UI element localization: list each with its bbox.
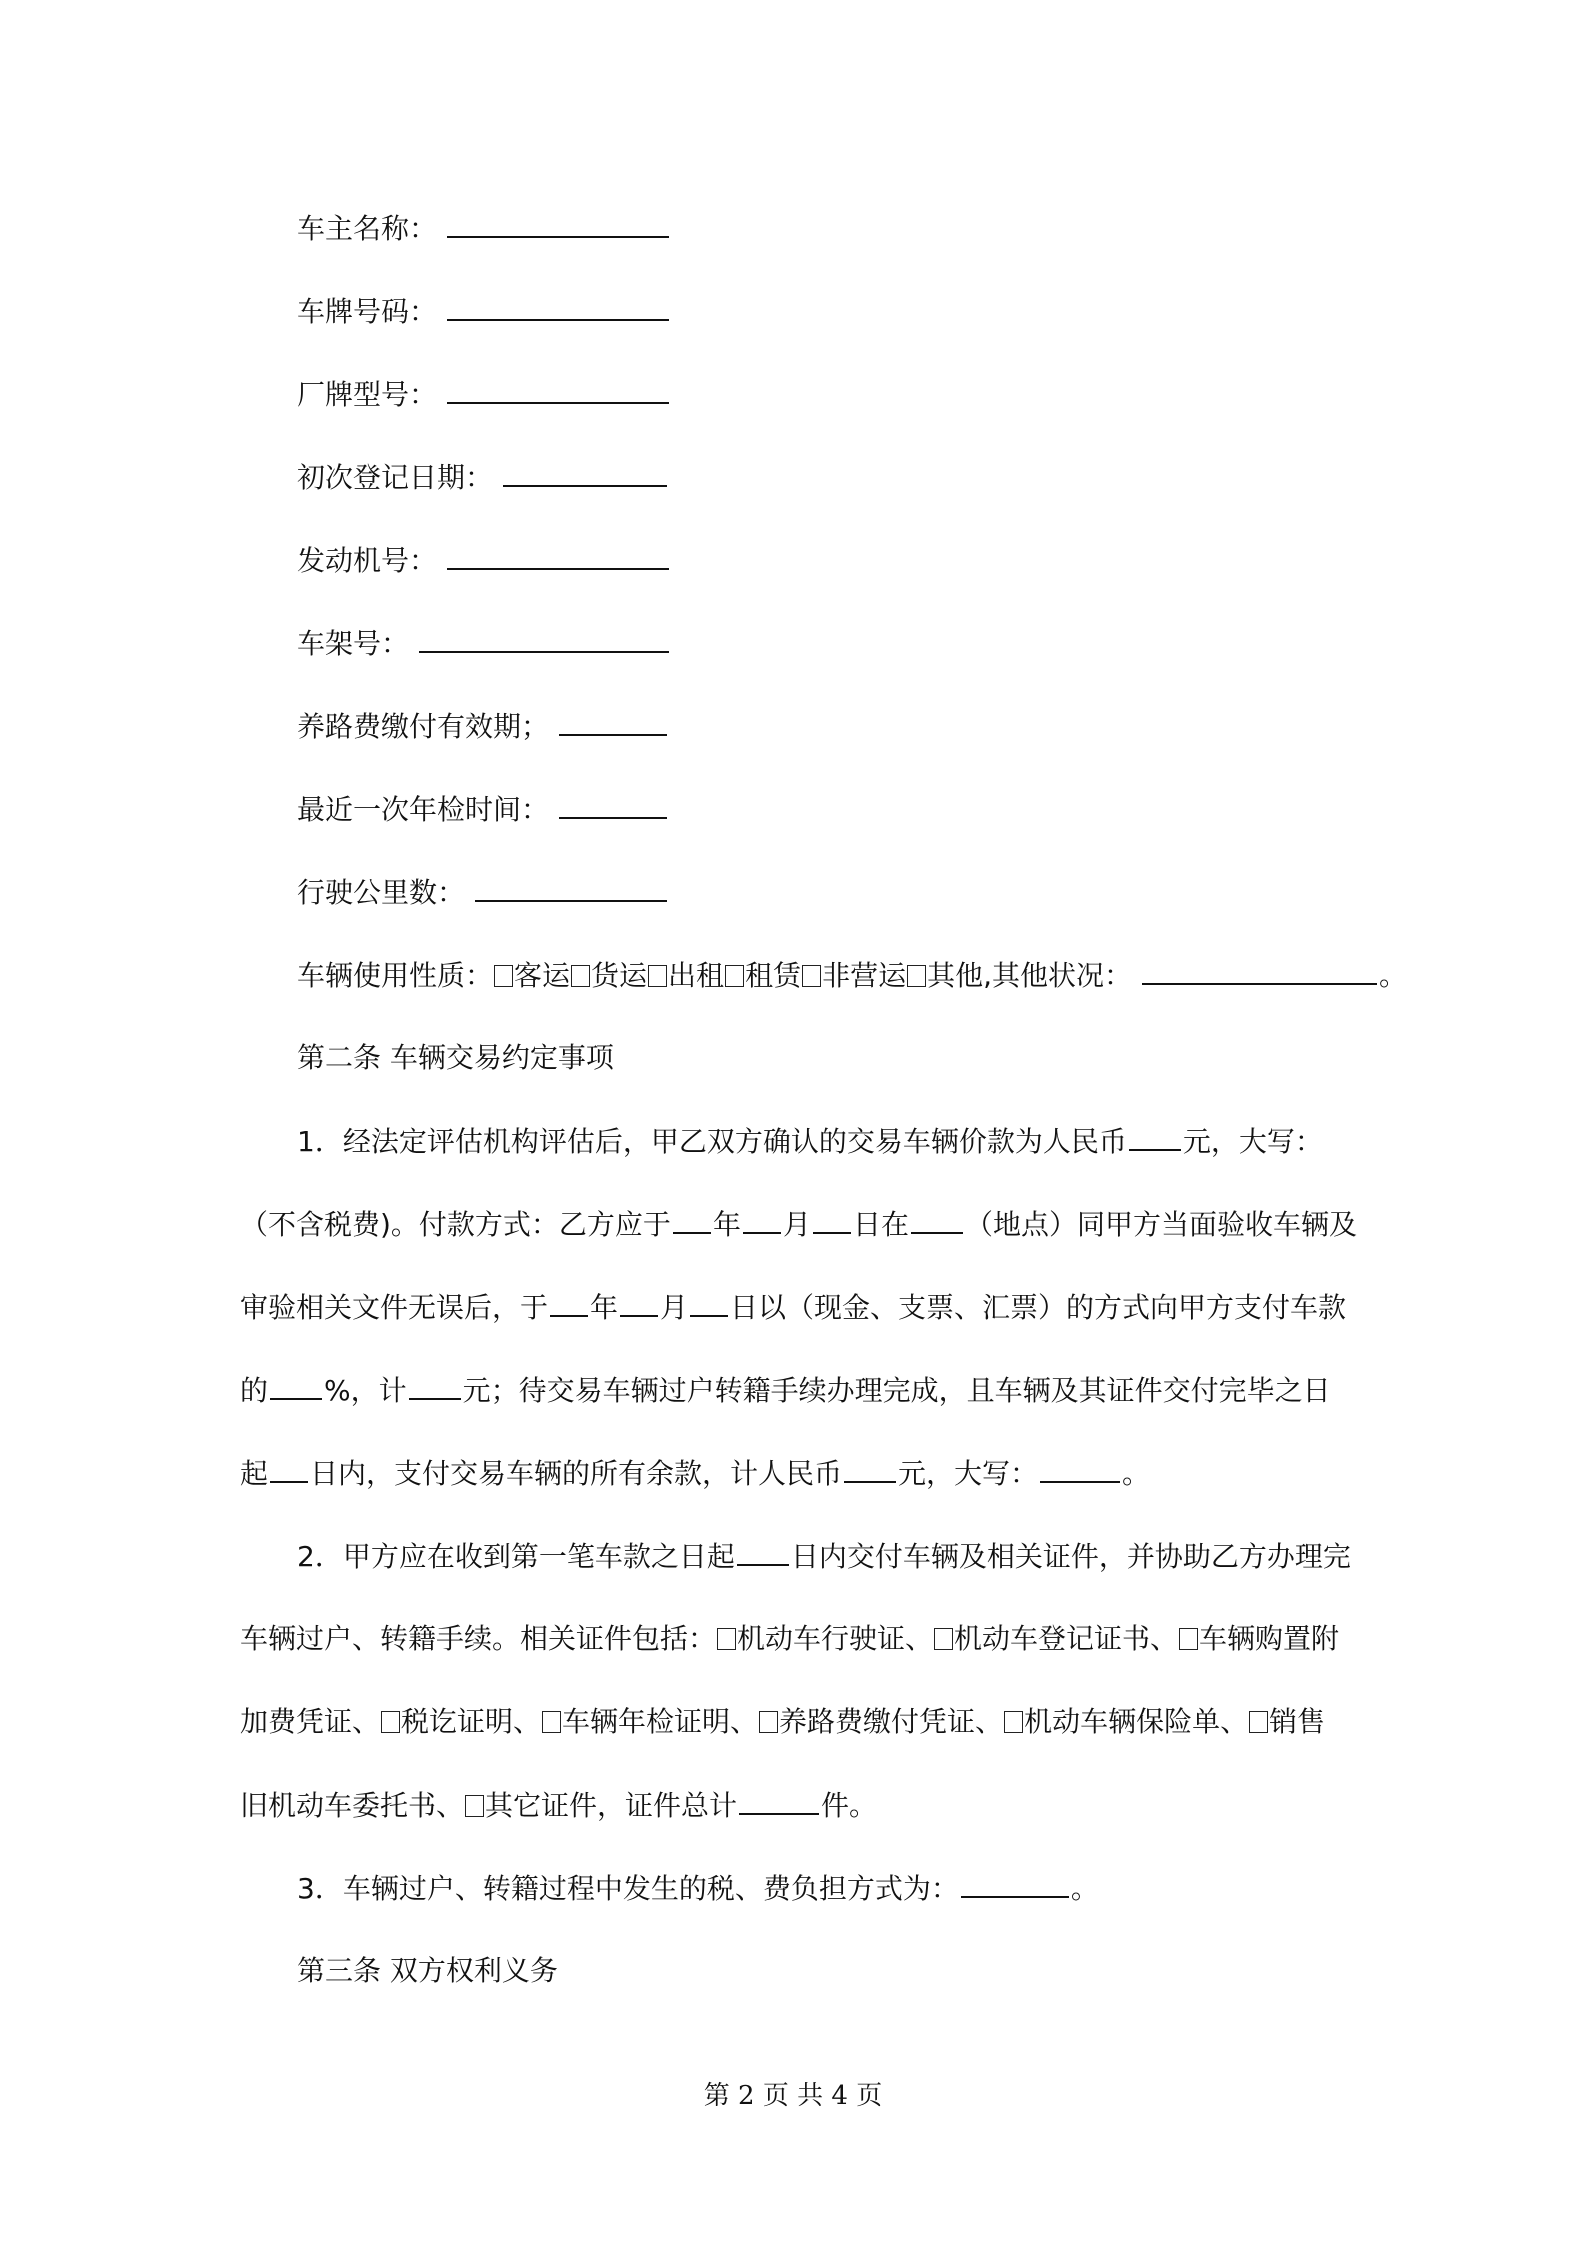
paragraph-1-line-4 [240, 1370, 1331, 1411]
field-first-registration-date [297, 457, 669, 498]
usage-option: 货运 [591, 959, 648, 992]
field-blank[interactable] [419, 623, 669, 653]
checkbox[interactable] [1249, 1711, 1268, 1733]
text: 件。 [821, 1789, 878, 1822]
field-frame-number [297, 623, 671, 664]
text: 车辆过户、转籍手续。相关证件包括： [240, 1622, 717, 1655]
month-blank[interactable] [620, 1287, 658, 1317]
days-blank[interactable] [270, 1453, 308, 1483]
text: 日以（现金、支票、汇票）的方式向甲方支付车款 [730, 1291, 1347, 1324]
text: 养路费缴付凭证、 [779, 1705, 1004, 1738]
other-label: ,其他状况： [983, 959, 1133, 992]
text: 元，大写： [898, 1457, 1039, 1490]
text: 年 [590, 1291, 619, 1324]
field-engine-number [297, 540, 671, 581]
document-count-blank[interactable] [739, 1785, 819, 1815]
field-label: 车牌号码： [297, 295, 438, 328]
text: （地点）同甲方当面验收车辆及 [964, 1208, 1357, 1241]
checkbox[interactable] [907, 965, 926, 987]
other-status-blank[interactable] [1142, 955, 1377, 985]
usage-option: 客运 [514, 959, 571, 992]
checkbox[interactable] [1004, 1711, 1023, 1733]
text: （不含税费)。付款方式：乙方应于 [240, 1208, 671, 1241]
paragraph-1-line-2 [240, 1204, 1357, 1245]
paragraph-2-line-4 [240, 1785, 877, 1826]
checkbox[interactable] [1179, 1628, 1198, 1650]
paragraph-3 [297, 1868, 1099, 1909]
field-label: 最近一次年检时间： [297, 793, 550, 826]
page-footer: 第 2 页 共 4 页 [703, 2081, 883, 2111]
text: 月 [660, 1291, 689, 1324]
percent-blank[interactable] [270, 1370, 322, 1400]
field-road-fee-validity [297, 706, 669, 747]
usage-option: 非营运 [822, 959, 907, 992]
field-label: 车架号： [297, 627, 410, 660]
checkbox[interactable] [717, 1628, 736, 1650]
text: 日在 [852, 1208, 909, 1241]
checkbox[interactable] [494, 965, 513, 987]
text: 3．车辆过户、转籍过程中发生的税、费负担方式为： [297, 1872, 959, 1905]
sentence-end: 。 [1379, 959, 1408, 992]
checkbox[interactable] [542, 1711, 561, 1733]
text: 车辆购置附 [1199, 1622, 1340, 1655]
field-label: 厂牌型号： [297, 378, 438, 411]
usage-option: 租赁 [745, 959, 802, 992]
text: 车辆年检证明、 [562, 1705, 759, 1738]
text: 1．经法定评估机构评估后，甲乙双方确认的交易车辆价款为人民币 [297, 1125, 1127, 1158]
text: 月 [782, 1208, 811, 1241]
amount-words-blank[interactable] [1040, 1453, 1120, 1483]
field-label: 车主名称： [297, 212, 438, 245]
field-blank[interactable] [447, 540, 669, 570]
paragraph-2-line-2 [240, 1619, 1339, 1659]
paragraph-1-line-3 [240, 1287, 1346, 1328]
paragraph-2-line-1 [297, 1536, 1351, 1577]
checkbox[interactable] [465, 1795, 484, 1817]
checkbox[interactable] [648, 965, 667, 987]
field-blank[interactable] [559, 789, 667, 819]
field-blank[interactable] [559, 706, 667, 736]
text: 加费凭证、 [240, 1705, 381, 1738]
paragraph-1-line-5 [240, 1453, 1150, 1494]
day-blank[interactable] [690, 1287, 728, 1317]
field-blank[interactable] [503, 457, 667, 487]
field-mileage [297, 872, 669, 913]
article-3-heading: 第三条 双方权利义务 [297, 1954, 558, 1987]
text: %，计 [324, 1374, 407, 1407]
text: 其它证件，证件总计 [485, 1789, 738, 1822]
field-label: 发动机号： [297, 544, 438, 577]
usage-label: 车辆使用性质： [297, 959, 494, 992]
text: 销售 [1269, 1705, 1326, 1738]
tax-fee-blank[interactable] [961, 1868, 1069, 1898]
month-blank[interactable] [743, 1204, 781, 1234]
article-2-heading: 第二条 车辆交易约定事项 [297, 1041, 614, 1074]
year-blank[interactable] [673, 1204, 711, 1234]
checkbox[interactable] [381, 1711, 400, 1733]
text: 机动车登记证书、 [954, 1622, 1179, 1655]
paragraph-2-line-3 [240, 1702, 1325, 1742]
field-blank[interactable] [447, 374, 669, 404]
field-blank[interactable] [475, 872, 667, 902]
field-owner-name [297, 208, 671, 249]
text: 机动车行驶证、 [737, 1622, 934, 1655]
amount-blank[interactable] [844, 1453, 896, 1483]
text: 起 [240, 1457, 269, 1490]
field-plate-number [297, 291, 671, 332]
usage-option: 出租 [668, 959, 725, 992]
text: 年 [712, 1208, 741, 1241]
field-brand-model [297, 374, 671, 415]
text: 审验相关文件无误后，于 [240, 1291, 549, 1324]
amount-blank[interactable] [409, 1370, 461, 1400]
text: 的 [240, 1374, 269, 1407]
text: 。 [1070, 1872, 1099, 1905]
field-blank[interactable] [447, 291, 669, 321]
field-label: 行驶公里数： [297, 876, 466, 909]
field-last-inspection-time [297, 789, 669, 830]
paragraph-1-line-1 [297, 1121, 1323, 1162]
day-blank[interactable] [813, 1204, 851, 1234]
field-blank[interactable] [447, 208, 669, 238]
text: 。 [1122, 1457, 1151, 1490]
text: 2．甲方应在收到第一笔车款之日起 [297, 1540, 735, 1573]
text: 税讫证明、 [401, 1705, 542, 1738]
field-label: 养路费缴付有效期； [297, 710, 550, 743]
checkbox[interactable] [571, 965, 590, 987]
year-blank[interactable] [550, 1287, 588, 1317]
checkbox[interactable] [934, 1628, 953, 1650]
checkbox[interactable] [759, 1711, 778, 1733]
location-blank[interactable] [911, 1204, 963, 1234]
text: 日内交付车辆及相关证件，并协助乙方办理完 [790, 1540, 1351, 1573]
checkbox[interactable] [725, 965, 744, 987]
text: 日内，支付交易车辆的所有余款，计人民币 [310, 1457, 843, 1490]
price-blank[interactable] [1129, 1121, 1181, 1151]
text: 机动车辆保险单、 [1024, 1705, 1249, 1738]
usage-option: 其他 [927, 959, 984, 992]
vehicle-usage-line [297, 955, 1407, 996]
checkbox[interactable] [802, 965, 821, 987]
text: 元；待交易车辆过户转籍手续办理完成，且车辆及其证件交付完毕之日 [462, 1374, 1331, 1407]
days-blank[interactable] [737, 1536, 789, 1566]
field-label: 初次登记日期： [297, 461, 494, 494]
text: 元，大写： [1182, 1125, 1323, 1158]
text: 旧机动车委托书、 [240, 1789, 465, 1822]
